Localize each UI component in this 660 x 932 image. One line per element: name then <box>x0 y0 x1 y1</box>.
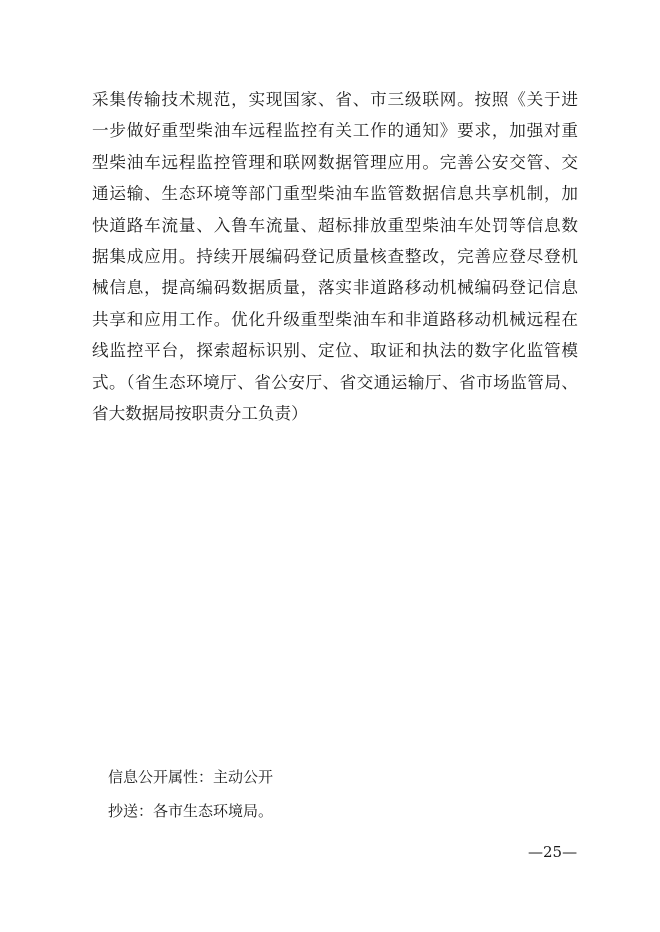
body-line: 型柴油车远程监控管理和联网数据管理应用。完善公安交管、交 <box>92 152 578 172</box>
body-line: 据集成应用。持续开展编码登记质量核查整改，完善应登尽登机 <box>92 246 578 266</box>
body-line: 采集传输技术规范，实现国家、省、市三级联网。按照《关于进 <box>92 90 578 109</box>
body-line: 省大数据局按职责分工负责） <box>92 403 308 423</box>
body-line: 快道路车流量、入鲁车流量、超标排放重型柴油车处罚等信息数 <box>92 215 578 235</box>
disclosure-attribute: 信息公开属性：主动公开 <box>108 768 274 786</box>
body-line: 械信息，提高编码数据质量，落实非道路移动机械编码登记信息 <box>92 278 578 298</box>
body-line: 线监控平台，探索超标识别、定位、取证和执法的数字化监管模 <box>92 341 578 361</box>
body-line: 共享和应用工作。优化升级重型柴油车和非道路移动机械远程在 <box>92 309 578 329</box>
body-line: 式。（省生态环境厅、省公安厅、省交通运输厅、省市场监管局、 <box>92 372 578 392</box>
body-line: 通运输、生态环境等部门重型柴油车监管数据信息共享机制，加 <box>92 184 578 204</box>
page-number: —25— <box>528 843 578 861</box>
body-text <box>92 84 578 429</box>
body-line: 一步做好重型柴油车远程监控有关工作的通知》要求，加强对重 <box>92 121 578 141</box>
cc-recipients: 抄送：各市生态环境局。 <box>108 802 274 820</box>
